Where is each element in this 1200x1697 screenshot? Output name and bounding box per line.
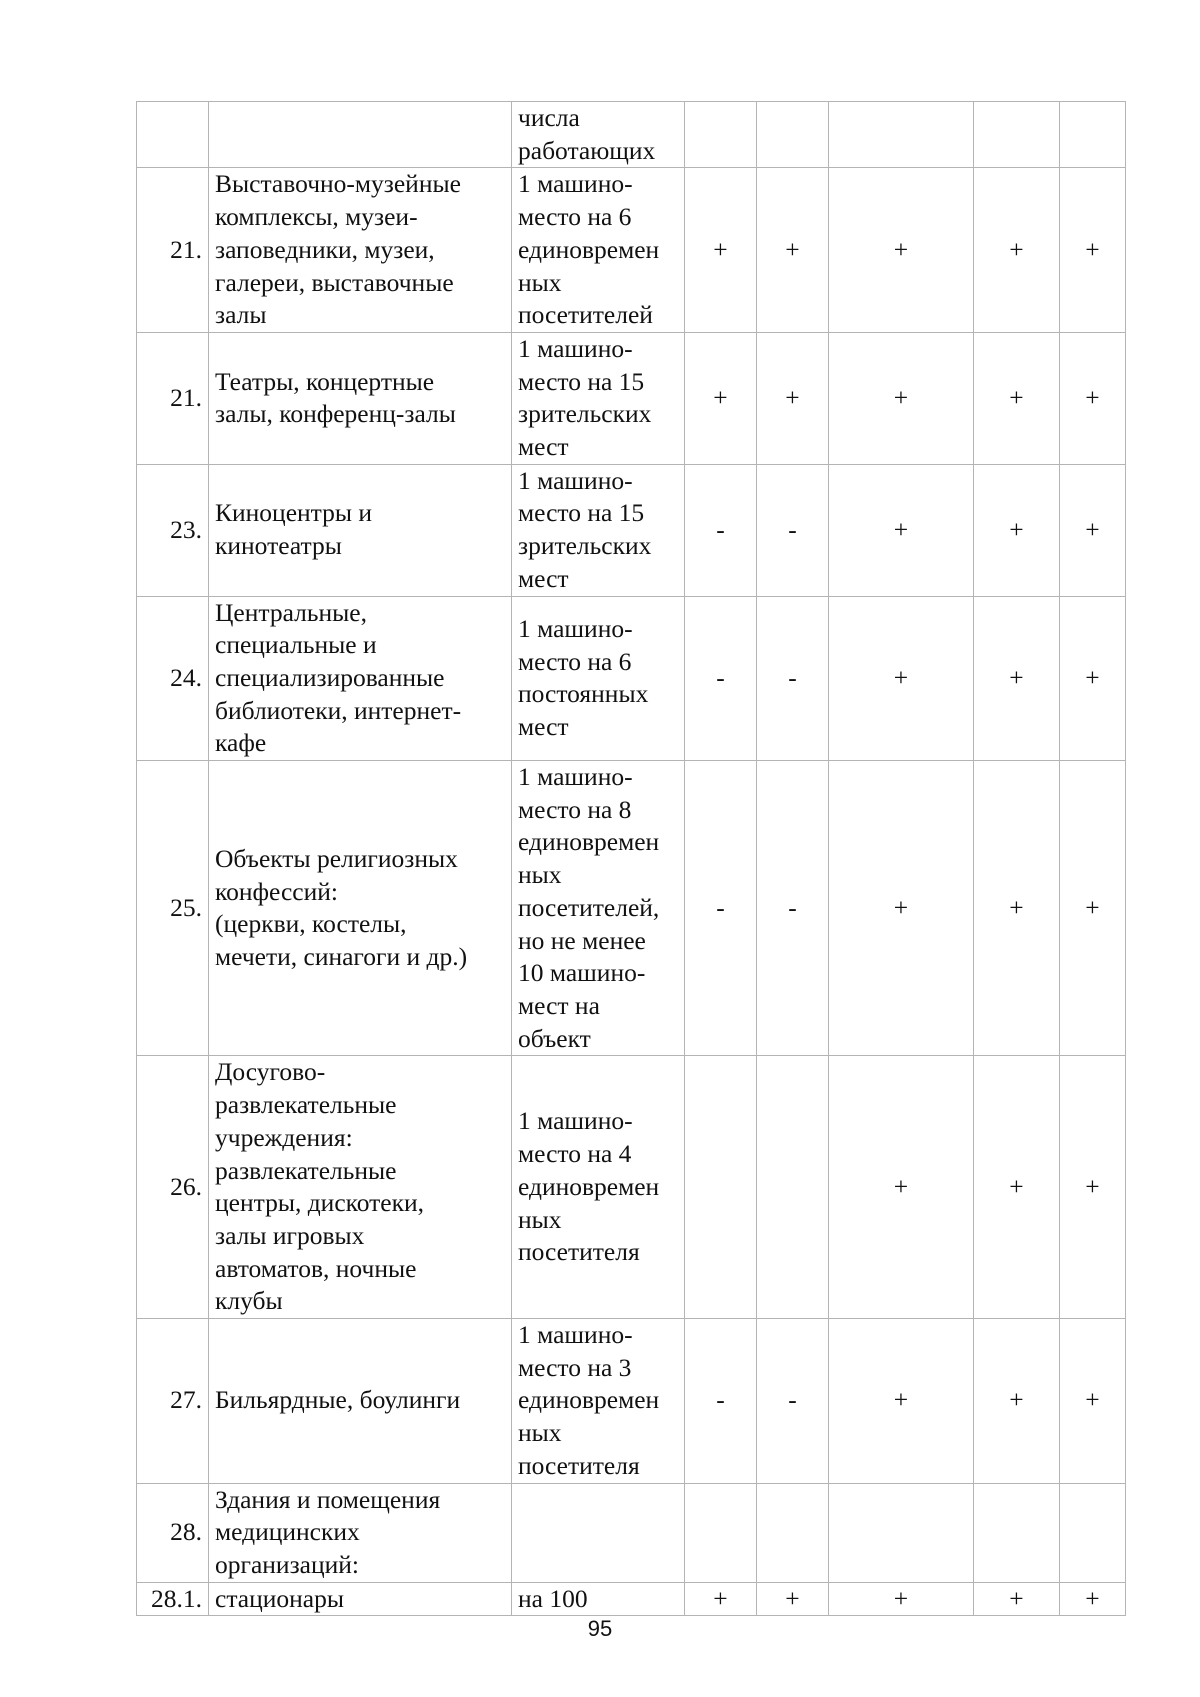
parking-norm: 1 машино- место на 4 единовремен ных посетителя — [512, 1056, 685, 1319]
mark-cell: - — [757, 464, 829, 596]
parking-norm: 1 машино- место на 6 единовремен ных посетителей — [512, 168, 685, 333]
mark-cell: + — [1060, 168, 1126, 333]
parking-norm: 1 машино- место на 15 зрительских мест — [512, 332, 685, 464]
mark-cell: + — [1060, 596, 1126, 761]
mark-cell: - — [685, 596, 757, 761]
object-name: Выставочно-музейные комплексы, музеи- заповедники, музеи, галереи, выставочные залы — [209, 168, 512, 333]
row-number: 21. — [137, 168, 209, 333]
mark-cell: + — [974, 1582, 1060, 1616]
mark-cell — [685, 102, 757, 168]
mark-cell: + — [1060, 1056, 1126, 1319]
object-name: стационары — [209, 1582, 512, 1616]
mark-cell: + — [829, 168, 974, 333]
object-name: Театры, концертные залы, конференц-залы — [209, 332, 512, 464]
table-row — [137, 464, 1126, 596]
row-number: 25. — [137, 761, 209, 1056]
mark-cell: + — [829, 1582, 974, 1616]
table-row — [137, 761, 1126, 1056]
mark-cell: + — [757, 1582, 829, 1616]
object-name: Здания и помещения медицинских организаций: — [209, 1483, 512, 1582]
mark-cell: + — [685, 168, 757, 333]
mark-cell — [685, 1056, 757, 1319]
parking-norm — [512, 1483, 685, 1582]
table-row — [137, 1056, 1126, 1319]
mark-cell: + — [829, 464, 974, 596]
mark-cell: + — [974, 168, 1060, 333]
mark-cell: + — [829, 1056, 974, 1319]
mark-cell: - — [757, 1319, 829, 1484]
mark-cell: - — [685, 761, 757, 1056]
object-name — [209, 102, 512, 168]
table-row — [137, 1582, 1126, 1616]
row-number: 21. — [137, 332, 209, 464]
mark-cell: + — [974, 1056, 1060, 1319]
object-name: Досугово- развлекательные учреждения: развлекательные центры, дискотеки, залы игровых автоматов, ночные клубы — [209, 1056, 512, 1319]
table-row — [137, 168, 1126, 333]
row-number: 24. — [137, 596, 209, 761]
parking-norm: на 100 — [512, 1582, 685, 1616]
mark-cell: + — [974, 1319, 1060, 1484]
mark-cell: + — [1060, 761, 1126, 1056]
table-row — [137, 102, 1126, 168]
mark-cell: + — [685, 332, 757, 464]
mark-cell — [974, 102, 1060, 168]
table-row — [137, 596, 1126, 761]
mark-cell: + — [829, 596, 974, 761]
mark-cell: + — [685, 1582, 757, 1616]
parking-norm: 1 машино- место на 3 единовремен ных посетителя — [512, 1319, 685, 1484]
row-number: 27. — [137, 1319, 209, 1484]
mark-cell: + — [974, 464, 1060, 596]
row-number: 26. — [137, 1056, 209, 1319]
row-number: 28. — [137, 1483, 209, 1582]
object-name: Центральные, специальные и специализированные библиотеки, интернет- кафе — [209, 596, 512, 761]
row-number: 23. — [137, 464, 209, 596]
page-number: 95 — [587, 1616, 613, 1641]
mark-cell: + — [974, 596, 1060, 761]
object-name: Киноцентры и кинотеатры — [209, 464, 512, 596]
mark-cell — [974, 1483, 1060, 1582]
mark-cell — [685, 1483, 757, 1582]
mark-cell — [829, 102, 974, 168]
parking-norms-table — [136, 101, 1126, 1616]
mark-cell: - — [757, 761, 829, 1056]
parking-norm: числа работающих — [512, 102, 685, 168]
mark-cell: - — [757, 596, 829, 761]
mark-cell: + — [1060, 464, 1126, 596]
mark-cell: - — [685, 464, 757, 596]
mark-cell: + — [757, 168, 829, 333]
table-row — [137, 1483, 1126, 1582]
mark-cell — [829, 1483, 974, 1582]
mark-cell: + — [1060, 1582, 1126, 1616]
object-name: Бильярдные, боулинги — [209, 1319, 512, 1484]
mark-cell — [757, 1483, 829, 1582]
mark-cell: - — [685, 1319, 757, 1484]
mark-cell: + — [974, 761, 1060, 1056]
mark-cell: + — [974, 332, 1060, 464]
row-number — [137, 102, 209, 168]
parking-norm: 1 машино- место на 6 постоянных мест — [512, 596, 685, 761]
mark-cell: + — [1060, 332, 1126, 464]
mark-cell — [1060, 1483, 1126, 1582]
row-number: 28.1. — [137, 1582, 209, 1616]
mark-cell — [1060, 102, 1126, 168]
parking-norm: 1 машино- место на 15 зрительских мест — [512, 464, 685, 596]
table-row — [137, 1319, 1126, 1484]
mark-cell: + — [829, 761, 974, 1056]
table-row — [137, 332, 1126, 464]
mark-cell: + — [757, 332, 829, 464]
object-name: Объекты религиозных конфессий: (церкви, костелы, мечети, синагоги и др.) — [209, 761, 512, 1056]
mark-cell — [757, 102, 829, 168]
mark-cell: + — [829, 1319, 974, 1484]
table-body — [137, 102, 1126, 1616]
mark-cell — [757, 1056, 829, 1319]
mark-cell: + — [829, 332, 974, 464]
mark-cell: + — [1060, 1319, 1126, 1484]
parking-norm: 1 машино- место на 8 единовремен ных посетителей, но не менее 10 машино- мест на объект — [512, 761, 685, 1056]
